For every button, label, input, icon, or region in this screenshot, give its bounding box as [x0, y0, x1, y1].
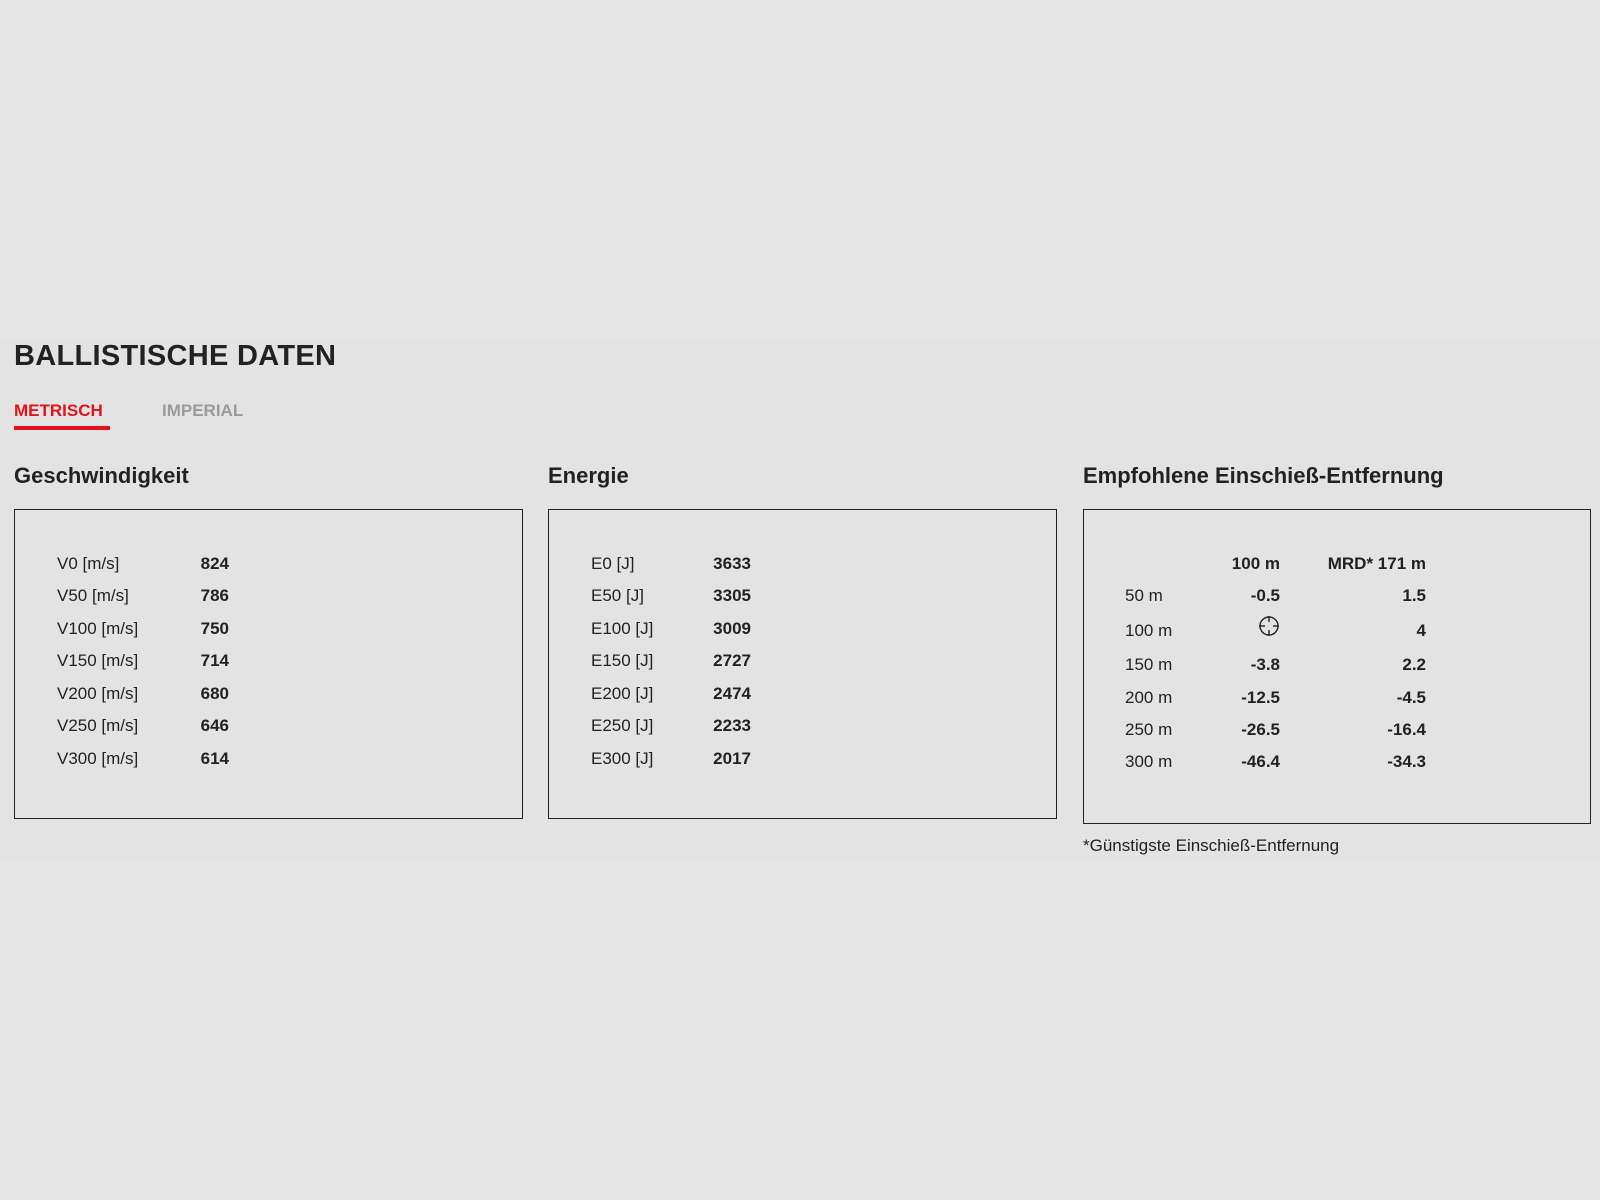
energy-value: 3633: [713, 554, 751, 573]
zeroing-table: [1083, 509, 1591, 824]
table-row: [591, 649, 791, 673]
column-header-mrd: MRD* 171 m: [1327, 554, 1426, 573]
drop-100m-value: -0.5: [1250, 586, 1280, 605]
velocity-label: V0 [m/s]: [57, 554, 120, 573]
drop-mrd-value: 1.5: [1402, 586, 1426, 605]
table-row: [57, 714, 257, 738]
energy-label: E150 [J]: [591, 651, 654, 670]
drop-mrd-value: 4: [1416, 621, 1426, 640]
column-header-100m: 100 m: [1231, 554, 1280, 573]
page-title: BALLISTISCHE DATEN: [14, 340, 337, 372]
drop-100m-value: [1214, 615, 1280, 644]
drop-100m-value: -3.8: [1250, 655, 1280, 674]
velocity-label: V100 [m/s]: [57, 619, 139, 638]
distance-label: 300 m: [1125, 752, 1173, 771]
energy-value: 2233: [713, 716, 751, 735]
drop-100m-value: -26.5: [1241, 720, 1280, 739]
table-row: [1125, 718, 1445, 742]
table-row: [57, 682, 257, 706]
table-row: [57, 552, 257, 576]
distance-label: 150 m: [1125, 655, 1173, 674]
velocity-value: 750: [200, 619, 229, 638]
velocity-label: V300 [m/s]: [57, 749, 139, 768]
drop-mrd-value: 2.2: [1402, 655, 1426, 674]
footnote: *Günstigste Einschieß-Entfernung: [1083, 836, 1340, 855]
table-row: [1125, 619, 1445, 643]
table-row: [591, 617, 791, 641]
active-tab-underline: [14, 426, 110, 430]
energy-label: E200 [J]: [591, 684, 654, 703]
velocity-heading: Geschwindigkeit: [14, 463, 189, 488]
energy-value: 2017: [713, 749, 751, 768]
energy-value: 2727: [713, 651, 751, 670]
tab-metrisch[interactable]: METRISCH: [14, 401, 103, 420]
table-row: [1125, 653, 1445, 677]
drop-mrd-value: -16.4: [1387, 720, 1426, 739]
drop-100m-value: -12.5: [1241, 688, 1280, 707]
table-row: [1125, 750, 1445, 774]
table-row: [591, 584, 791, 608]
table-row: [57, 617, 257, 641]
zeroing-heading: Empfohlene Einschieß-Entfernung: [1083, 463, 1444, 488]
table-row: [57, 747, 257, 771]
energy-label: E300 [J]: [591, 749, 654, 768]
table-row: [57, 649, 257, 673]
distance-label: 200 m: [1125, 688, 1173, 707]
distance-label: 250 m: [1125, 720, 1173, 739]
table-row: [1125, 584, 1445, 608]
tab-imperial[interactable]: IMPERIAL: [162, 401, 244, 420]
velocity-table: [14, 509, 523, 819]
table-row: [591, 552, 791, 576]
velocity-value: 680: [200, 684, 229, 703]
energy-heading: Energie: [548, 463, 629, 488]
velocity-label: V150 [m/s]: [57, 651, 139, 670]
crosshair-icon: [1258, 615, 1280, 637]
distance-label: 50 m: [1125, 586, 1163, 605]
drop-mrd-value: -34.3: [1387, 752, 1426, 771]
energy-label: E0 [J]: [591, 554, 635, 573]
energy-label: E100 [J]: [591, 619, 654, 638]
energy-label: E50 [J]: [591, 586, 644, 605]
distance-label: 100 m: [1125, 621, 1173, 640]
energy-value: 2474: [713, 684, 751, 703]
drop-mrd-value: -4.5: [1396, 688, 1426, 707]
velocity-value: 714: [200, 651, 229, 670]
table-row: [591, 682, 791, 706]
energy-label: E250 [J]: [591, 716, 654, 735]
table-row: [1125, 686, 1445, 710]
energy-value: 3009: [713, 619, 751, 638]
table-row: [591, 747, 791, 771]
drop-100m-value: -46.4: [1241, 752, 1280, 771]
velocity-value: 614: [200, 749, 229, 768]
velocity-label: V250 [m/s]: [57, 716, 139, 735]
table-row: [57, 584, 257, 608]
velocity-value: 786: [200, 586, 229, 605]
energy-value: 3305: [713, 586, 751, 605]
velocity-label: V200 [m/s]: [57, 684, 139, 703]
table-row: [591, 714, 791, 738]
velocity-value: 824: [200, 554, 229, 573]
velocity-value: 646: [200, 716, 229, 735]
energy-table: [548, 509, 1057, 819]
velocity-label: V50 [m/s]: [57, 586, 129, 605]
